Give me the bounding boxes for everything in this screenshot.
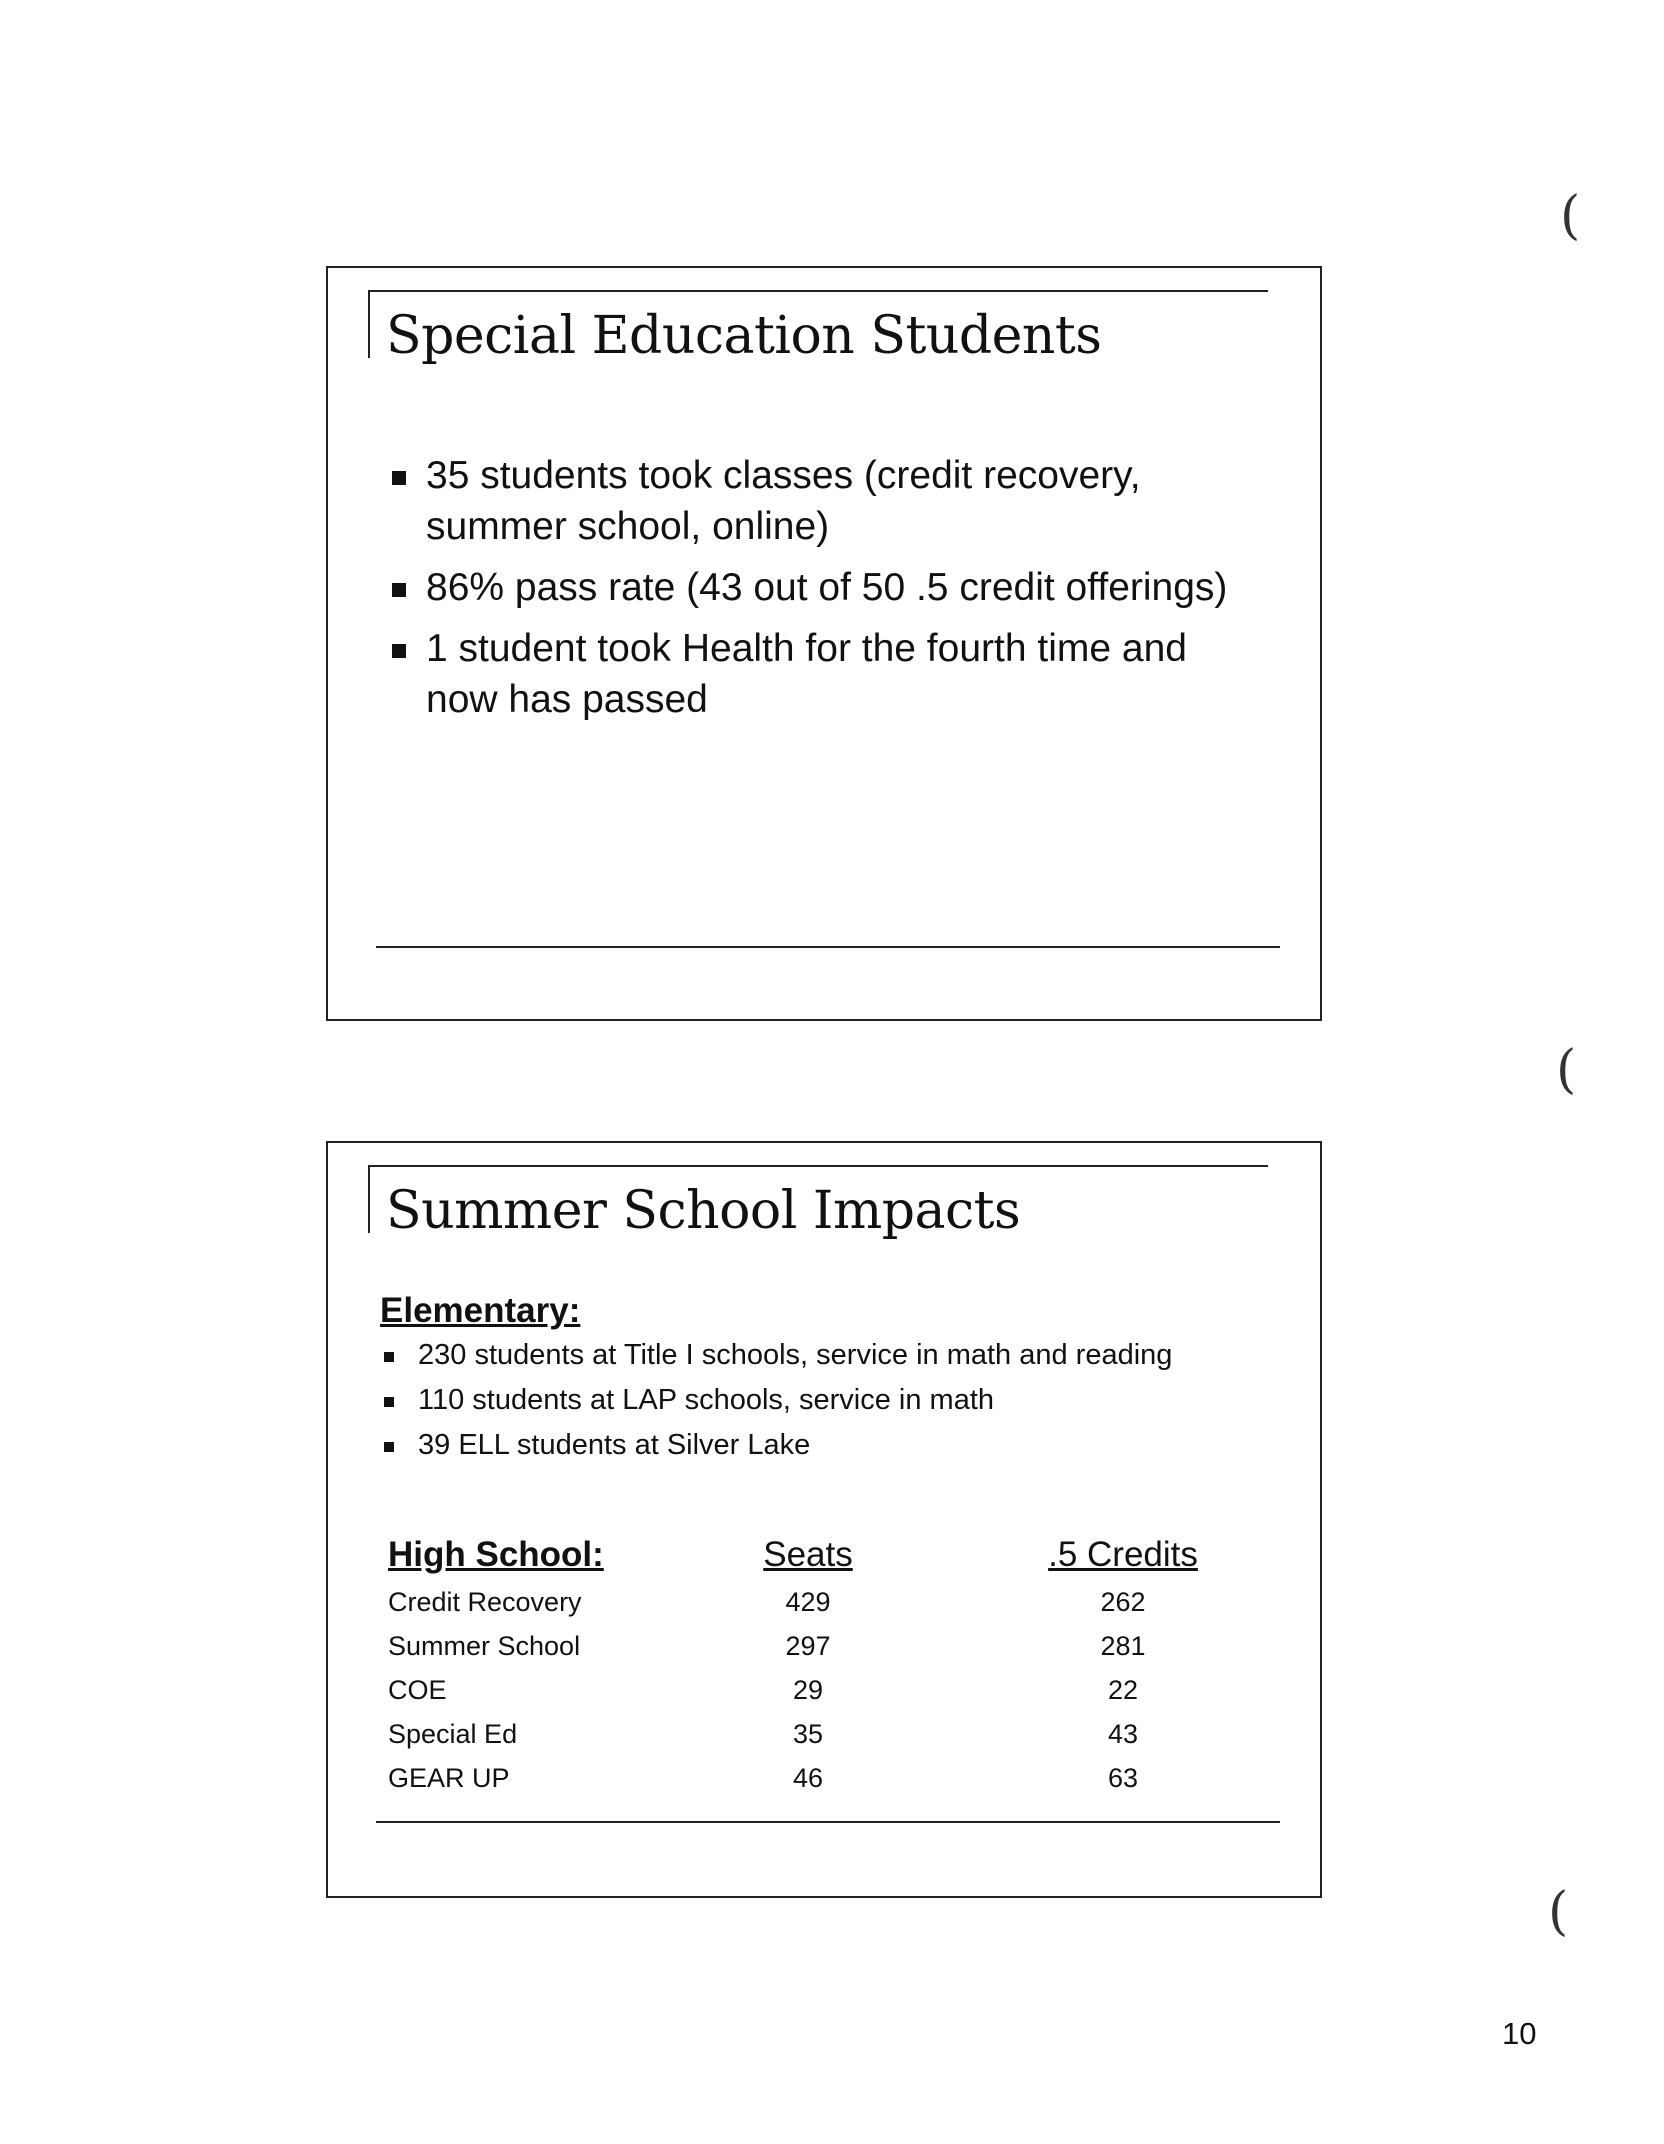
slide-special-education <box>326 266 1322 1021</box>
square-bullet-icon <box>392 583 406 597</box>
credits-value: 63 <box>1107 1763 1139 1793</box>
high-school-heading: High School: <box>388 1535 604 1574</box>
seats-value: 297 <box>785 1631 831 1661</box>
credits-value: 281 <box>1100 1631 1146 1661</box>
bullet-text: 86% pass rate (43 out of 50 .5 credit offerings) <box>426 566 1228 609</box>
bullet-item <box>386 623 1266 725</box>
square-bullet-icon <box>392 471 406 485</box>
margin-paren-mark: ( <box>1556 1040 1577 1100</box>
elementary-heading: Elementary: <box>380 1291 581 1330</box>
bullet-item <box>380 1378 1280 1423</box>
bullet-item <box>386 450 1266 552</box>
slide-title: Special Education Students <box>386 306 1102 366</box>
title-rule <box>368 1165 1268 1167</box>
seats-value: 46 <box>792 1763 824 1793</box>
table-header <box>388 1535 1228 1581</box>
program-name: Special Ed <box>388 1719 518 1749</box>
page-number: 10 <box>1502 2016 1537 2051</box>
slide-title: Summer School Impacts <box>386 1181 1021 1241</box>
bullet-text: 230 students at Title I schools, service in math and reading <box>418 1339 1173 1371</box>
title-rule-tick <box>368 290 370 358</box>
square-bullet-icon <box>384 1397 394 1407</box>
high-school-table <box>388 1535 1228 1801</box>
table-row <box>388 1581 1228 1625</box>
title-rule <box>368 290 1268 292</box>
bullet-item <box>386 562 1266 613</box>
seats-value: 35 <box>792 1719 824 1749</box>
title-rule-tick <box>368 1165 370 1233</box>
credits-value: 262 <box>1100 1587 1146 1617</box>
margin-paren-mark: ( <box>1548 1882 1569 1942</box>
square-bullet-icon <box>384 1352 394 1362</box>
bullet-text: 1 student took Health for the fourth time and now has passed <box>426 627 1187 721</box>
bullet-item <box>380 1423 1280 1468</box>
bottom-rule <box>376 1821 1280 1823</box>
credits-value: 43 <box>1107 1719 1139 1749</box>
bullet-text: 110 students at LAP schools, service in math <box>418 1384 995 1416</box>
bottom-rule <box>376 946 1280 948</box>
seats-value: 29 <box>792 1675 824 1705</box>
square-bullet-icon <box>392 644 406 658</box>
elementary-bullet-list <box>380 1333 1280 1468</box>
program-name: Summer School <box>388 1631 581 1661</box>
seats-value: 429 <box>785 1587 831 1617</box>
program-name: COE <box>388 1675 447 1705</box>
program-name: Credit Recovery <box>388 1587 582 1617</box>
square-bullet-icon <box>384 1442 394 1452</box>
program-name: GEAR UP <box>388 1763 510 1793</box>
seats-column-header: Seats <box>763 1535 853 1574</box>
bullet-list <box>386 450 1266 735</box>
table-row <box>388 1757 1228 1801</box>
credits-column-header: .5 Credits <box>1048 1535 1198 1574</box>
table-row <box>388 1713 1228 1757</box>
table-row <box>388 1669 1228 1713</box>
margin-paren-mark: ( <box>1560 186 1581 246</box>
bullet-item <box>380 1333 1280 1378</box>
slide-summer-school-impacts <box>326 1141 1322 1898</box>
bullet-text: 35 students took classes (credit recovery, summer school, online) <box>426 454 1141 548</box>
table-row <box>388 1625 1228 1669</box>
credits-value: 22 <box>1107 1675 1139 1705</box>
bullet-text: 39 ELL students at Silver Lake <box>418 1429 811 1461</box>
